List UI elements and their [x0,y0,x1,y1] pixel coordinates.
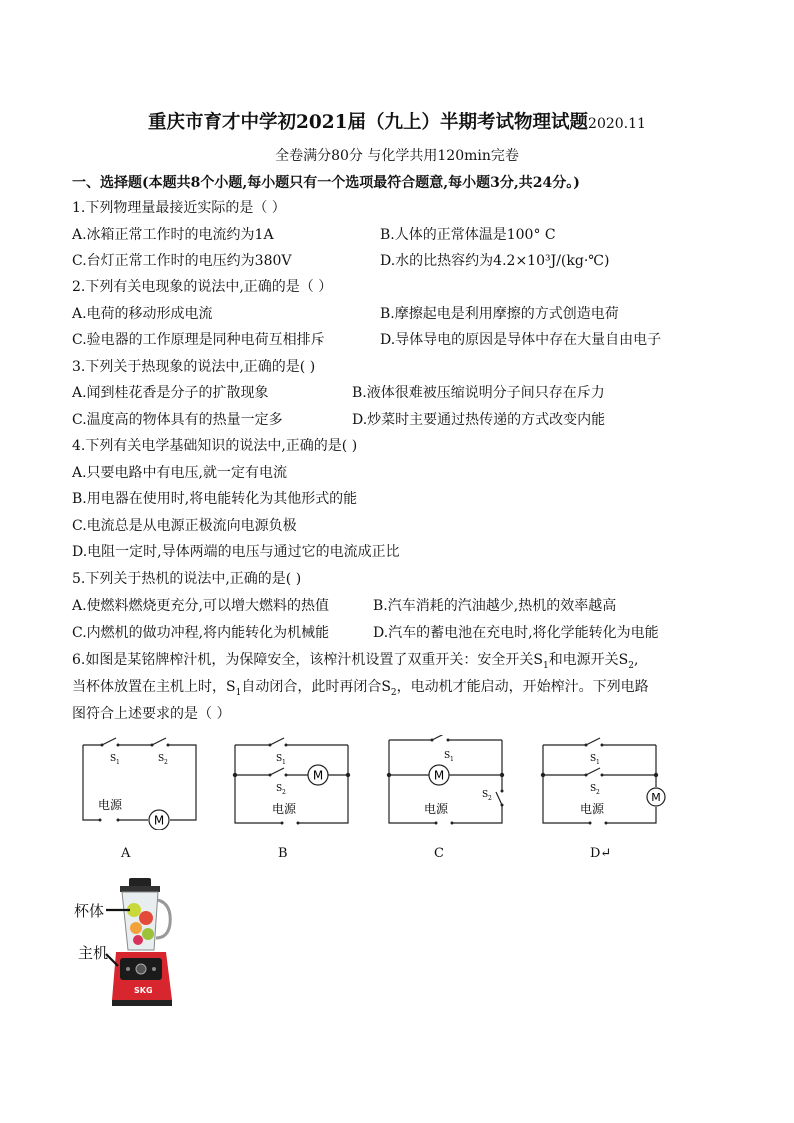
circuit-d-diagram [538,735,670,830]
circuit-b-diagram [230,735,354,830]
q6-line1: 6.如图是某铭牌榨汁机，为保障安全，该榨汁机设置了双重开关：安全开关$S_1$和电源开关$S_2$, [72,652,639,671]
base-label: 主机 [78,944,109,962]
q1-option-c: C.台灯正常工作时的电压约为380V [72,253,292,269]
q4-option-a: A.只要电路中有电压,就一定有电流 [72,465,288,481]
q6-text: 当杯体放置在主机上时，S [72,679,236,695]
circuit-c-label: C [434,846,444,861]
q5-option-d: D.汽车的蓄电池在充电时,将化学能转化为电能 [373,625,659,641]
svg-text:S: S [110,754,117,764]
q4-option-d: D.电阻一定时,导体两端的电压与通过它的电流成正比 [72,544,400,560]
svg-text:S: S [276,784,283,794]
svg-text:1: 1 [116,759,120,766]
cup-label: 杯体 [74,902,105,920]
svg-text:S: S [276,754,283,764]
svg-text:M: M [433,768,445,783]
circuit-b-label: B [278,846,288,861]
power-label: 电源 [98,798,123,812]
q6-line2 [72,677,649,703]
svg-text:电源: 电源 [424,802,449,816]
svg-text:S: S [444,751,451,761]
svg-text:电源: 电源 [272,802,297,816]
title-date: 2020.11 [588,116,646,132]
svg-text:电源: 电源 [580,802,605,816]
juicer-photo [72,872,180,1012]
subscript: 2 [628,660,635,671]
svg-text:1: 1 [450,756,454,763]
brand-logo: SKG [134,986,153,995]
svg-text:S: S [482,790,489,800]
q6-text: 6.如图是某铭牌榨汁机，为保障安全，该榨汁机设置了双重开关：安全开关S [72,652,543,668]
svg-text:M: M [312,768,324,783]
q1-option-d: D.水的比热容约为4.2×10³J/(kg·℃) [380,253,610,269]
q4-option-c: C.电流总是从电源正极流向电源负极 [72,518,297,534]
title-text: 重庆市育才中学初2021届（九上）半期考试物理试题 [148,112,589,133]
q6-line3: 图符合上述要求的是（ ） [72,706,231,722]
circuit-c-diagram [384,735,510,830]
q6-text: ，电动机才能启动，开始榨汁。下列电路 [396,679,649,695]
svg-text:M: M [651,791,661,804]
q2-stem: 2.下列有关电现象的说法中,正确的是（ ） [72,279,333,295]
q2-option-a: A.电荷的移动形成电流 [72,306,213,322]
circuit-a-label: A [121,846,131,861]
q3-option-d: D.炒菜时主要通过热传递的方式改变内能 [352,412,606,428]
svg-text:S: S [158,754,165,764]
q2-option-b: B.摩擦起电是利用摩擦的方式创造电荷 [380,306,619,322]
exam-subtitle: 全卷满分80分 与化学共用120min完卷 [275,148,519,164]
q3-option-a: A.闻到桂花香是分子的扩散现象 [72,385,269,401]
q5-option-c: C.内燃机的做功冲程,将内能转化为机械能 [72,625,330,641]
q2-option-d: D.导体导电的原因是导体中存在大量自由电子 [380,332,662,348]
svg-text:2: 2 [596,789,600,796]
subscript: 1 [235,687,242,698]
q1-stem: 1.下列物理量最接近实际的是（ ） [72,200,286,216]
svg-text:1: 1 [282,759,286,766]
q3-option-c: C.温度高的物体具有的热量一定多 [72,412,283,428]
q4-option-b: B.用电器在使用时,将电能转化为其他形式的能 [72,491,358,507]
svg-text:2: 2 [282,789,286,796]
q2-option-c: C.验电器的工作原理是同种电荷互相排斥 [72,332,325,348]
svg-text:2: 2 [488,795,492,802]
section-heading: 一、选择题(本题共8个小题,每小题只有一个选项最符合题意,每小题3分,共24分。) [72,175,580,191]
q5-option-b: B.汽车消耗的汽油越少,热机的效率越高 [373,598,617,614]
circuit-c [384,735,510,830]
subscript: 1 [542,660,549,671]
q5-stem: 5.下列关于热机的说法中,正确的是( ) [72,571,302,587]
q5-option-a: A.使燃料燃烧更充分,可以增大燃料的热值 [72,598,330,614]
svg-text:S: S [590,784,597,794]
q6-text: 和电源开关S [548,652,629,668]
subscript: 2 [390,687,397,698]
svg-text:1: 1 [596,759,600,766]
circuit-d-label: D↵ [590,846,612,861]
q1-option-a: A.冰箱正常工作时的电流约为1A [72,227,274,243]
q6-text: 自动闭合，此时再闭合S [241,679,391,695]
circuit-a [78,735,204,830]
circuit-a-diagram [78,735,204,830]
circuit-d [538,735,670,830]
circuit-b [230,735,354,830]
svg-text:2: 2 [164,759,168,766]
q4-stem: 4.下列有关电学基础知识的说法中,正确的是( ) [72,438,358,454]
q3-option-b: B.液体很难被压缩说明分子间只存在斥力 [352,385,605,401]
q3-stem: 3.下列关于热现象的说法中,正确的是( ) [72,359,316,375]
motor-label: M [153,813,165,828]
svg-text:S: S [590,754,597,764]
page-title [0,108,794,134]
q1-option-b: B.人体的正常体温是100° C [380,227,556,243]
